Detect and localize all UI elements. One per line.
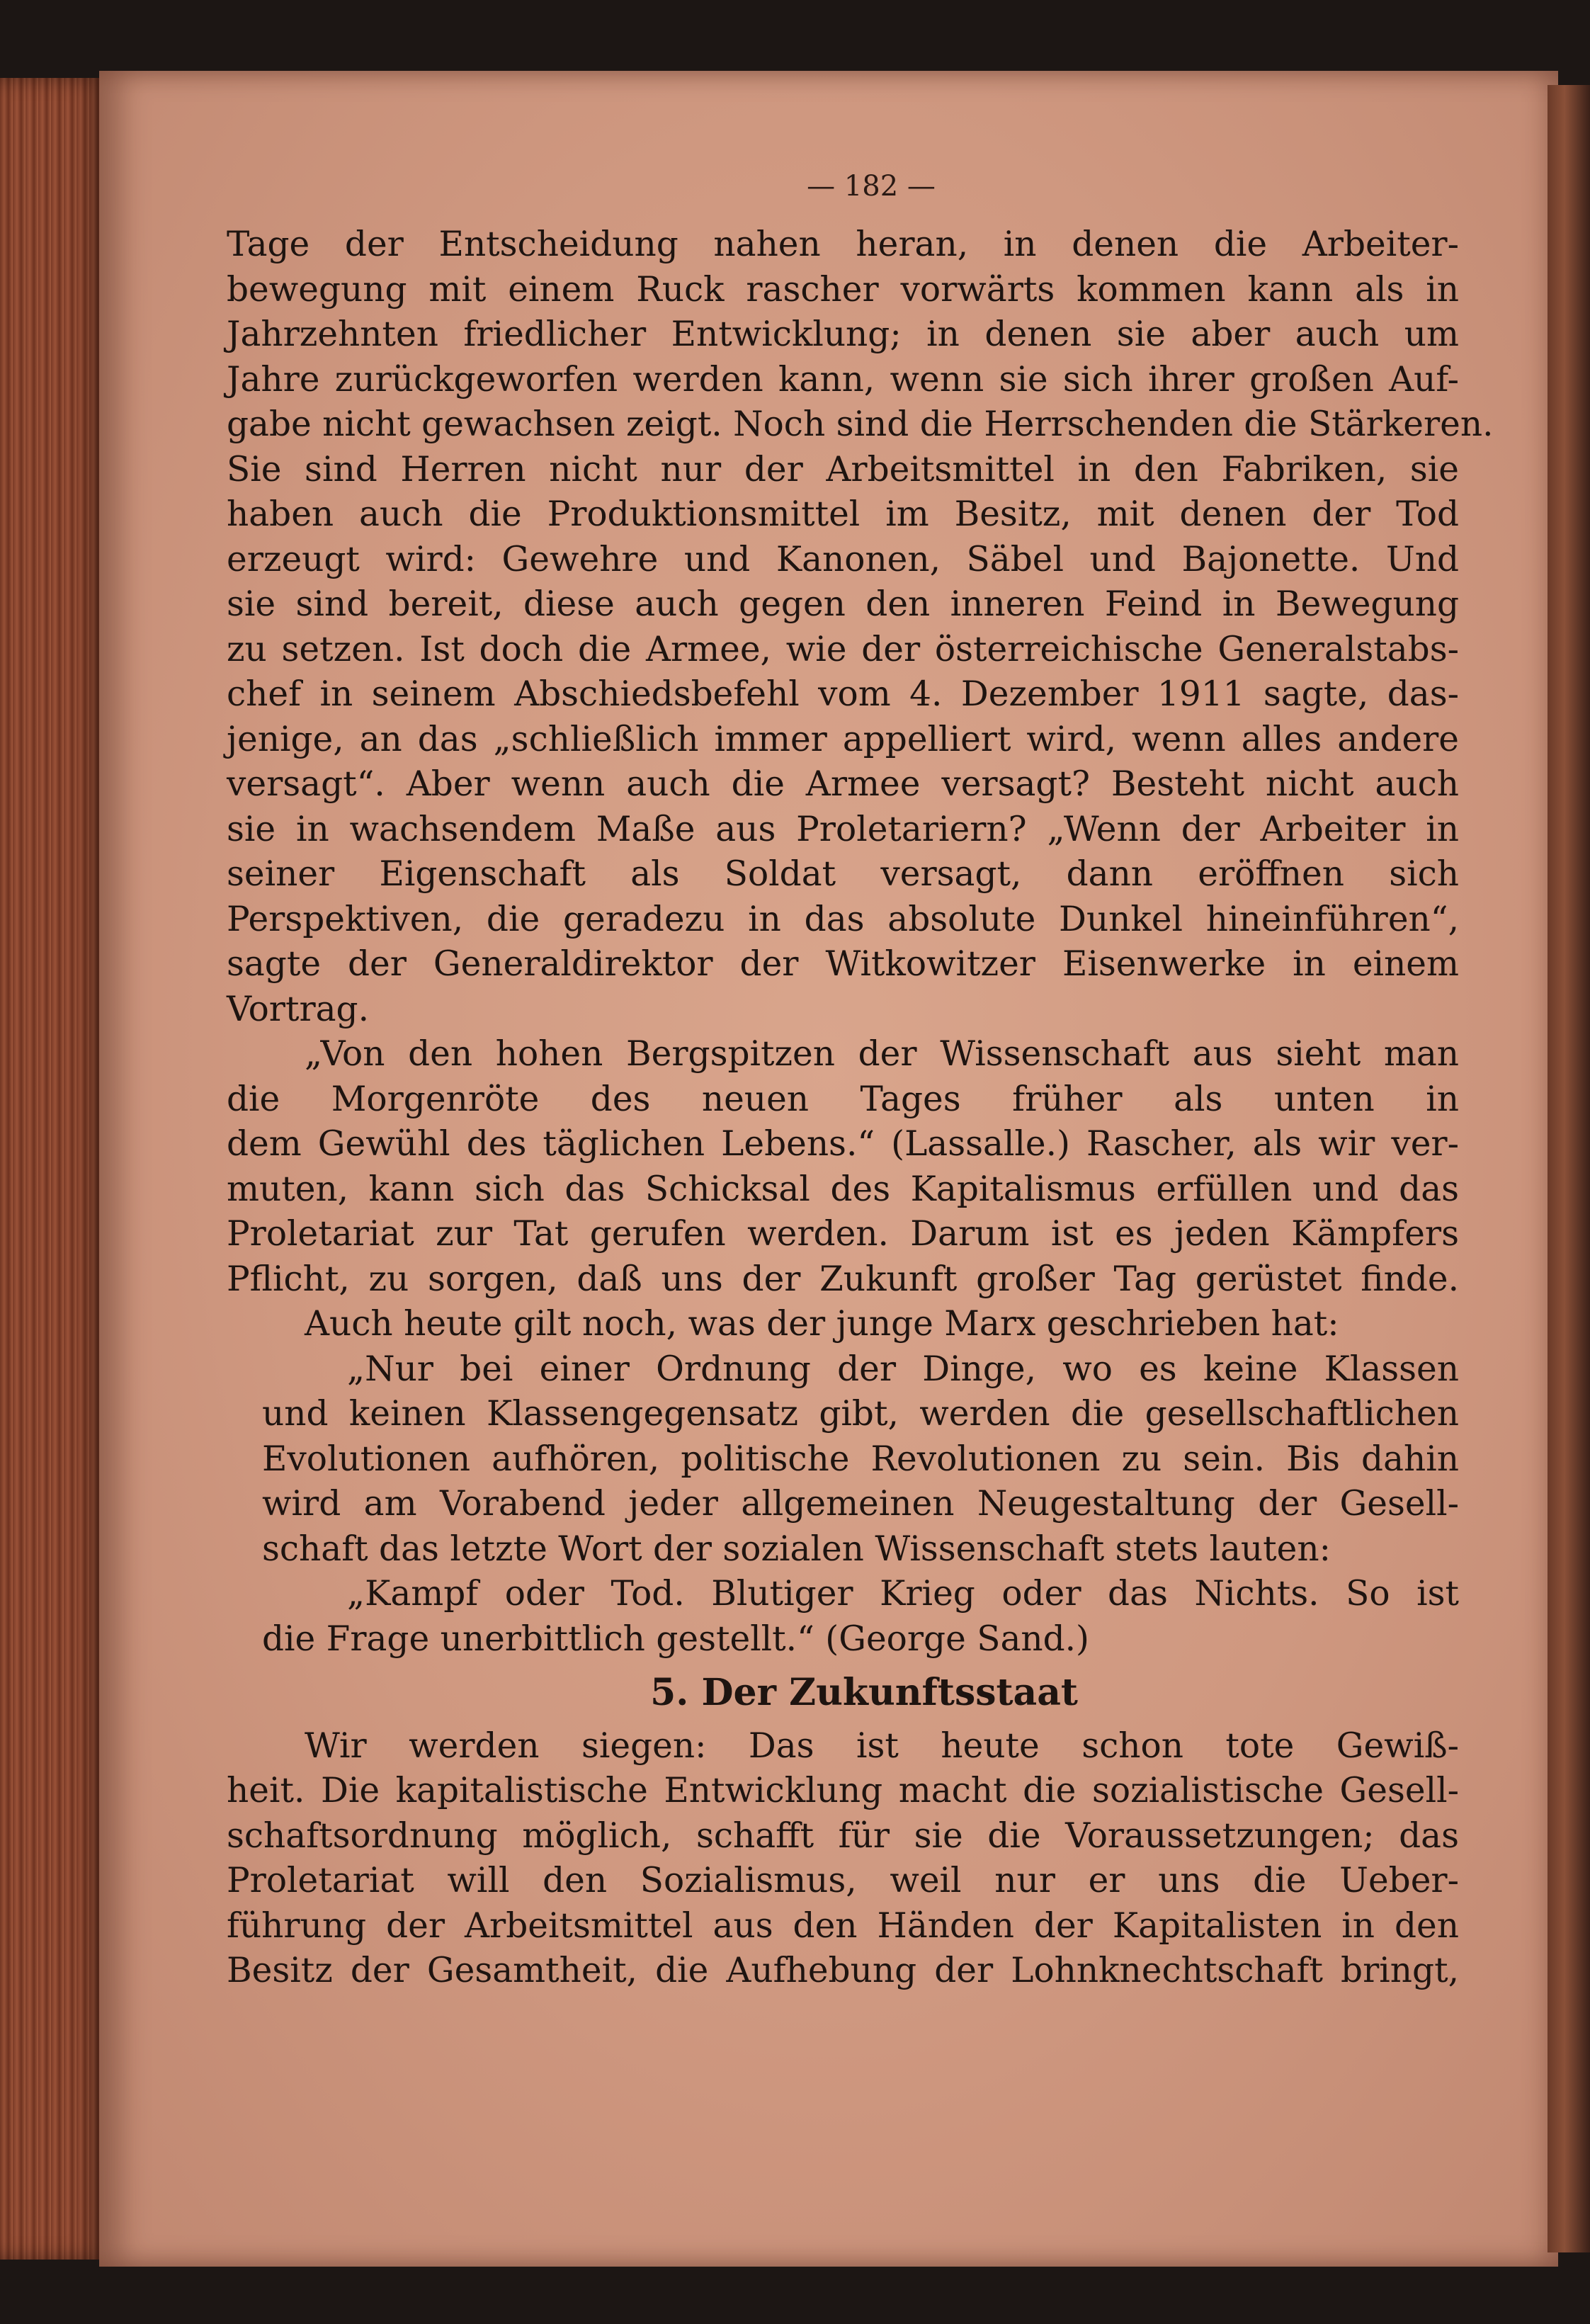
text-line: zu setzen. Ist doch die Armee, wie der österreichische Generalstabs-	[227, 629, 1459, 669]
page-text	[227, 170, 1494, 1994]
text-line: die Morgenröte des neuen Tages früher als unten in	[227, 1079, 1459, 1119]
text-line: schaftsordnung möglich, schafft für sie die Voraussetzungen; das	[227, 1815, 1459, 1856]
text-line: seiner Eigenschaft als Soldat versagt, dann eröffnen sich	[227, 854, 1459, 894]
text-line: Sie sind Herren nicht nur der Arbeitsmittel in den Fabriken, sie	[227, 449, 1459, 489]
text-line: Auch heute gilt noch, was der junge Marx geschrieben hat:	[305, 1304, 1339, 1344]
quote-line: „Nur bei einer Ordnung der Dinge, wo es keine Klassen	[347, 1349, 1459, 1389]
text-line: Wir werden siegen: Das ist heute schon tote Gewiß-	[305, 1725, 1459, 1766]
text-line: Vortrag.	[227, 989, 370, 1029]
text-line: dem Gewühl des täglichen Lebens.“ (Lassalle.) Rascher, als wir ver-	[227, 1124, 1459, 1164]
text-line: haben auch die Produktionsmittel im Besitz, mit denen der Tod	[227, 494, 1459, 534]
text-line: muten, kann sich das Schicksal des Kapitalismus erfüllen und das	[227, 1169, 1459, 1209]
text-line: Pflicht, zu sorgen, daß uns der Zukunft großer Tag gerüstet finde.	[227, 1259, 1459, 1299]
text-line: sie sind bereit, diese auch gegen den inneren Feind in Bewegung	[227, 584, 1459, 624]
text-line: heit. Die kapitalistische Entwicklung macht die sozialistische Gesell-	[227, 1771, 1459, 1810]
text-line: bewegung mit einem Ruck rascher vorwärts kommen kann als in	[227, 269, 1459, 310]
text-line: Besitz der Gesamtheit, die Aufhebung der Lohnknechtschaft bringt,	[227, 1951, 1459, 1990]
text-line: versagt“. Aber wenn auch die Armee versagt? Besteht nicht auch	[227, 764, 1459, 804]
text-line: gabe nicht gewachsen zeigt. Noch sind die Herrschenden die Stärkeren.	[227, 404, 1494, 444]
quote-line: und keinen Klassengegensatz gibt, werden die gesellschaftlichen	[262, 1394, 1459, 1434]
text-line: jenige, an das „schließlich immer appelliert wird, wenn alles andere	[227, 719, 1459, 759]
text-line: Jahre zurückgeworfen werden kann, wenn sie sich ihrer großen Auf-	[227, 359, 1459, 399]
book-page	[99, 71, 1558, 2267]
text-line: „Von den hohen Bergspitzen der Wissenschaft aus sieht man	[305, 1034, 1459, 1074]
page-right-edge	[1548, 85, 1590, 2252]
page-number: — 182 —	[807, 170, 936, 203]
quote-line: Evolutionen aufhören, politische Revolutionen zu sein. Bis dahin	[262, 1439, 1459, 1479]
text-line: chef in seinem Abschiedsbefehl vom 4. Dezember 1911 sagte, das-	[227, 674, 1459, 714]
text-line: Proletariat will den Sozialismus, weil nur er uns die Ueber-	[227, 1861, 1459, 1900]
text-line: Proletariat zur Tat gerufen werden. Darum ist es jeden Kämpfers	[227, 1214, 1459, 1254]
section-heading: 5. Der Zukunftsstaat	[650, 1671, 1078, 1714]
quote-line: wird am Vorabend jeder allgemeinen Neugestaltung der Gesell-	[262, 1484, 1459, 1524]
text-line: erzeugt wird: Gewehre und Kanonen, Säbel und Bajonette. Und	[227, 539, 1459, 579]
text-line: Tage der Entscheidung nahen heran, in denen die Arbeiter-	[227, 225, 1459, 264]
text-line: Perspektiven, die geradezu in das absolute Dunkel hineinführen“,	[227, 899, 1459, 939]
quote-line: „Kampf oder Tod. Blutiger Krieg oder das Nichts. So ist	[347, 1574, 1459, 1614]
book-edge	[0, 78, 106, 2260]
text-line: führung der Arbeitsmittel aus den Händen der Kapitalisten in den	[227, 1905, 1459, 1946]
text-line: Jahrzehnten friedlicher Entwicklung; in denen sie aber auch um	[227, 314, 1459, 354]
text-line: sagte der Generaldirektor der Witkowitzer Eisenwerke in einem	[227, 944, 1459, 984]
quote-line: schaft das letzte Wort der sozialen Wissenschaft stets lauten:	[262, 1529, 1331, 1569]
quote-line: die Frage unerbittlich gestellt.“ (George Sand.)	[262, 1619, 1089, 1659]
text-line: sie in wachsendem Maße aus Proletariern? „Wenn der Arbeiter in	[227, 809, 1459, 849]
